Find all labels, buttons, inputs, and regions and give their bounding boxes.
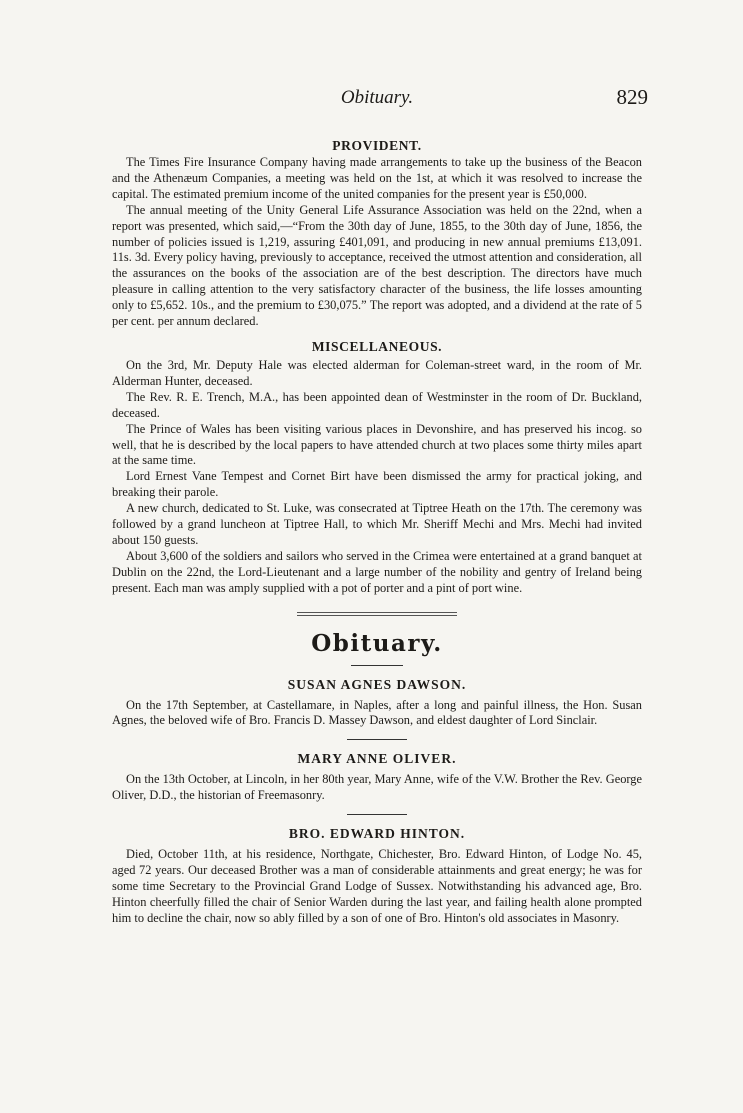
entry-rule — [347, 739, 407, 740]
section-divider — [297, 612, 457, 616]
miscellaneous-paragraph: On the 3rd, Mr. Deputy Hale was elected alderman for Coleman-street ward, in the room of Mr. Alderman Hunter, deceased. — [112, 357, 642, 388]
obituary-text: On the 17th September, at Castellamare, in Naples, after a long and painful illness, the Hon. Susan Agnes, the beloved wife of Bro. Francis D. Massey Dawson, and eldest daughter of Lord Sinclair. — [112, 697, 642, 728]
provident-paragraph: The Times Fire Insurance Company having made arrangements to take up the business of the Beacon and the Athenæum Companies, a meeting was held on the 1st, at which it was resolved to increase the capital. The estimated premium income of the united companies for the present year is £50,000. — [112, 155, 642, 201]
miscellaneous-paragraph: The Rev. R. E. Trench, M.A., has been appointed dean of Westminster in the room of Dr. Buckland, deceased. — [112, 389, 642, 420]
miscellaneous-paragraph: The Prince of Wales has been visiting various places in Devonshire, and has preserved his incog. so well, that he is described by the local papers to have attended church at two places some thirty miles apart at the same time. — [112, 421, 642, 468]
miscellaneous-paragraph: About 3,600 of the soldiers and sailors who served in the Crimea were entertained at a grand banquet at Dublin on the 22nd, the Lord-Lieutenant and a large number of the nobility and gentry of Ireland being present. Each man was amply supplied with a pot of porter and a pint of port wine. — [112, 548, 642, 595]
title-rule — [351, 665, 403, 666]
obituary-name: MARY ANNE OLIVER. — [297, 751, 457, 767]
miscellaneous-paragraph: A new church, dedicated to St. Luke, was consecrated at Tiptree Heath on the 17th. The ceremony was followed by a grand luncheon at Tiptree Hall, to which Mr. Sheriff Mechi and Mrs. Mechi had invited about 150 guests. — [112, 501, 642, 547]
provident-paragraph: The annual meeting of the Unity General Life Assurance Association was held on the 22nd, when a report was presented, which said,—“From the 30th day of June, 1855, to the 30th day of June, 1856, the number of policies issued is 1,219, assuring £401,091, and producing in new annual premiums £13,091. 11s. 3d. Every policy having, previously to acceptance, received the utmost attention and consideration, all the assurances on the books of the association are of the best description. The directors have much pleasure in calling attention to the very satisfactory character of the business, the life losses amounting only to £5,652. 10s., and the premium to £30,075.” The report was adopted, and a dividend at the rate of 5 per cent. per annum declared. — [112, 202, 642, 329]
entry-rule — [347, 814, 407, 815]
running-title: Obituary. — [340, 87, 414, 108]
obituary-text: Died, October 11th, at his residence, Northgate, Chichester, Bro. Edward Hinton, of Lodge No. 45, aged 72 years. Our deceased Brother was a man of considerable attainments and great energy; he was for some time Secretary to the Provincial Grand Lodge of Sussex. Notwithstanding his advanced age, Bro. Hinton cheerfully filled the chair of Senior Warden during the last year, and failing health alone prompted him to decline the chair, now so ably filled by a son of one of Bro. Hinton's old associates in Masonry. — [112, 847, 642, 925]
document-page — [112, 0, 648, 927]
obituary-entry — [112, 825, 642, 927]
provident-heading: PROVIDENT. — [332, 138, 422, 153]
obituary-title: Obituary. — [311, 629, 443, 657]
obituary-entry — [112, 676, 642, 741]
obituary-name: BRO. EDWARD HINTON. — [288, 826, 466, 842]
page-number: 829 — [616, 85, 648, 109]
obituary-name: SUSAN AGNES DAWSON. — [287, 676, 467, 692]
obituary-text: On the 13th October, at Lincoln, in her 80th year, Mary Anne, wife of the V.W. Brother the Rev. George Oliver, D.D., the historian of Freemasonry. — [112, 772, 642, 803]
miscellaneous-paragraph: Lord Ernest Vane Tempest and Cornet Birt have been dismissed the army for practical joking, and breaking their parole. — [112, 469, 642, 500]
miscellaneous-heading: MISCELLANEOUS. — [311, 338, 443, 354]
obituary-entry — [112, 750, 642, 815]
page-header — [112, 0, 648, 118]
